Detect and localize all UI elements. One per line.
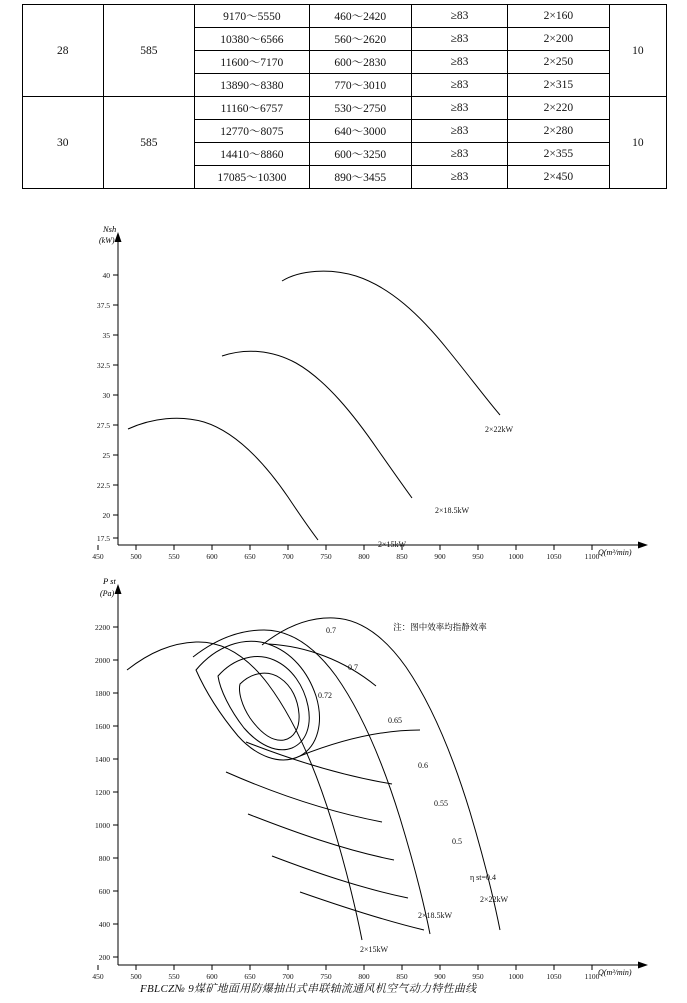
curve-2x15kw (128, 418, 318, 540)
label-pressure-2x15kw: 2×15kW (360, 945, 389, 954)
y-tick-label: 35 (102, 331, 110, 340)
cell-power: 2×315 (507, 74, 609, 97)
cell-noise: 10 (609, 97, 666, 189)
cell-efficiency: ≥83 (412, 28, 508, 51)
cell-power: 2×220 (507, 97, 609, 120)
y-tick-label: 400 (98, 920, 110, 929)
y-axis-unit: (kW) (99, 236, 115, 245)
x-tick-label: 800 (358, 972, 370, 981)
y-axis-title: Nsh (103, 224, 117, 234)
x-tick-label: 700 (282, 552, 294, 561)
x-tick-label: 700 (282, 972, 294, 981)
eff-label-0-6: 0.6 (418, 761, 428, 770)
y-tick-label: 37.5 (96, 301, 110, 310)
efficiency-tie-2 (300, 730, 420, 756)
x-tick-label: 900 (434, 972, 446, 981)
cell-flow: 17085～10300 (195, 166, 309, 189)
spec-table-body (23, 5, 667, 189)
x-axis-arrow (638, 962, 648, 969)
cell-efficiency: ≥83 (412, 120, 508, 143)
x-tick-label: 750 (320, 552, 332, 561)
y-tick-label: 200 (98, 953, 110, 962)
label-2x18-5kw: 2×18.5kW (435, 506, 470, 515)
x-tick-label: 950 (472, 552, 484, 561)
x-tick-label: 1000 (508, 972, 524, 981)
efficiency-contour-0-72 (239, 673, 299, 740)
x-axis-arrow (638, 542, 648, 549)
y-tick-label: 27.5 (96, 421, 110, 430)
x-tick-label: 1000 (508, 552, 524, 561)
x-tick-label: 950 (472, 972, 484, 981)
cell-efficiency: ≥83 (412, 74, 508, 97)
cell-power: 2×160 (507, 5, 609, 28)
y-tick-label: 1400 (95, 755, 110, 764)
y-axis-unit: (Pa) (100, 589, 115, 598)
cell-efficiency: ≥83 (412, 5, 508, 28)
cell-power: 2×280 (507, 120, 609, 143)
x-tick-label: 650 (244, 972, 256, 981)
cell-power: 2×450 (507, 166, 609, 189)
y-tick-label: 800 (98, 854, 110, 863)
y-tick-label: 30 (102, 391, 110, 400)
curve-2x22kw (282, 271, 500, 415)
cell-pressure: 530～2750 (309, 97, 412, 120)
cell-no: 30 (23, 97, 104, 189)
cell-power: 2×355 (507, 143, 609, 166)
spec-table-wrap (22, 4, 667, 189)
efficiency-tie-5 (248, 814, 394, 860)
cell-pressure: 890～3455 (309, 166, 412, 189)
cell-efficiency: ≥83 (412, 143, 508, 166)
cell-flow: 12770～8075 (195, 120, 309, 143)
x-tick-label: 500 (130, 552, 142, 561)
y-tick-label: 2200 (95, 623, 110, 632)
cell-pressure: 640～3000 (309, 120, 412, 143)
x-tick-label: 1050 (546, 972, 562, 981)
shaft-power-chart (0, 210, 687, 561)
cell-noise: 10 (609, 5, 666, 97)
cell-flow: 11160～6757 (195, 97, 309, 120)
cell-pressure: 770～3010 (309, 74, 412, 97)
x-tick-label: 550 (168, 552, 180, 561)
x-tick-label: 1050 (546, 552, 562, 561)
eff-label-0-4: η st=0.4 (470, 873, 497, 882)
y-tick-label: 1000 (95, 821, 110, 830)
cell-pressure: 560～2620 (309, 28, 412, 51)
x-axis-title: Q(m³/min) (598, 968, 632, 977)
spec-table (22, 4, 667, 189)
cell-efficiency: ≥83 (412, 51, 508, 74)
x-tick-label: 450 (92, 552, 104, 561)
label-2x22kw: 2×22kW (485, 425, 514, 434)
eff-label-0-7b: 0.7 (348, 663, 358, 672)
y-axis-title: P st (103, 576, 116, 586)
x-tick-label: 550 (168, 972, 180, 981)
static-pressure-chart (0, 560, 687, 980)
y-tick-label: 20 (102, 511, 110, 520)
eff-label-0-65: 0.65 (388, 716, 402, 725)
y-tick-label: 32.5 (96, 361, 110, 370)
x-tick-label: 450 (92, 972, 104, 981)
y-tick-label: 600 (98, 887, 110, 896)
cell-power: 2×250 (507, 51, 609, 74)
efficiency-tie-1 (268, 644, 376, 686)
y-tick-label: 22.5 (96, 481, 110, 490)
y-tick-label: 40 (102, 271, 110, 280)
figure-caption: FBLCZ№ 9煤矿地面用防爆抽出式串联轴流通风机空气动力特性曲线 (140, 983, 477, 995)
eff-label-0-7a: 0.7 (326, 626, 336, 635)
eff-label-0-72: 0.72 (318, 691, 332, 700)
cell-speed: 585 (103, 97, 195, 189)
y-tick-label: 1800 (95, 689, 110, 698)
y-tick-label: 2000 (95, 656, 110, 665)
x-tick-label: 600 (206, 972, 218, 981)
label-pressure-2x22kw: 2×22kW (480, 895, 509, 904)
cell-flow: 9170～5550 (195, 5, 309, 28)
label-pressure-2x18-5kw: 2×18.5kW (418, 911, 453, 920)
x-tick-label: 650 (244, 552, 256, 561)
x-tick-label: 1100 (584, 552, 600, 561)
static-pressure-svg (0, 560, 687, 980)
curve-pressure-2x22kw (262, 618, 500, 930)
y-tick-label: 17.5 (96, 534, 110, 543)
x-tick-label: 850 (396, 552, 408, 561)
x-tick-label: 750 (320, 972, 332, 981)
y-tick-label: 25 (102, 451, 110, 460)
cell-pressure: 600～2830 (309, 51, 412, 74)
shaft-power-svg (0, 210, 687, 561)
curve-pressure-2x18-5kw (193, 630, 430, 934)
y-tick-label: 1200 (95, 788, 110, 797)
cell-pressure: 600～3250 (309, 143, 412, 166)
efficiency-contour-0-7-inner (218, 657, 309, 750)
cell-flow: 13890～8380 (195, 74, 309, 97)
eff-label-0-5: 0.5 (452, 837, 462, 846)
table-row (23, 97, 667, 120)
x-tick-label: 900 (434, 552, 446, 561)
efficiency-tie-3 (246, 742, 392, 784)
cell-no: 28 (23, 5, 104, 97)
x-tick-label: 850 (396, 972, 408, 981)
cell-flow: 10380～6566 (195, 28, 309, 51)
eff-label-0-55: 0.55 (434, 799, 448, 808)
cell-efficiency: ≥83 (412, 166, 508, 189)
efficiency-tie-6 (272, 856, 408, 898)
x-axis-title: Q(m³/min) (598, 548, 632, 557)
curve-2x18-5kw (222, 351, 412, 498)
cell-flow: 14410～8860 (195, 143, 309, 166)
y-tick-label: 1600 (95, 722, 110, 731)
cell-power: 2×200 (507, 28, 609, 51)
cell-flow: 11600～7170 (195, 51, 309, 74)
table-row (23, 5, 667, 28)
x-tick-label: 1100 (584, 972, 600, 981)
chart-note: 注：图中效率均指静效率 (393, 622, 487, 632)
cell-speed: 585 (103, 5, 195, 97)
x-tick-label: 800 (358, 552, 370, 561)
x-tick-label: 500 (130, 972, 142, 981)
curve-pressure-2x15kw (127, 642, 362, 940)
cell-efficiency: ≥83 (412, 97, 508, 120)
label-2x15kw: 2×15kW (378, 540, 407, 549)
x-tick-label: 600 (206, 552, 218, 561)
cell-pressure: 460～2420 (309, 5, 412, 28)
